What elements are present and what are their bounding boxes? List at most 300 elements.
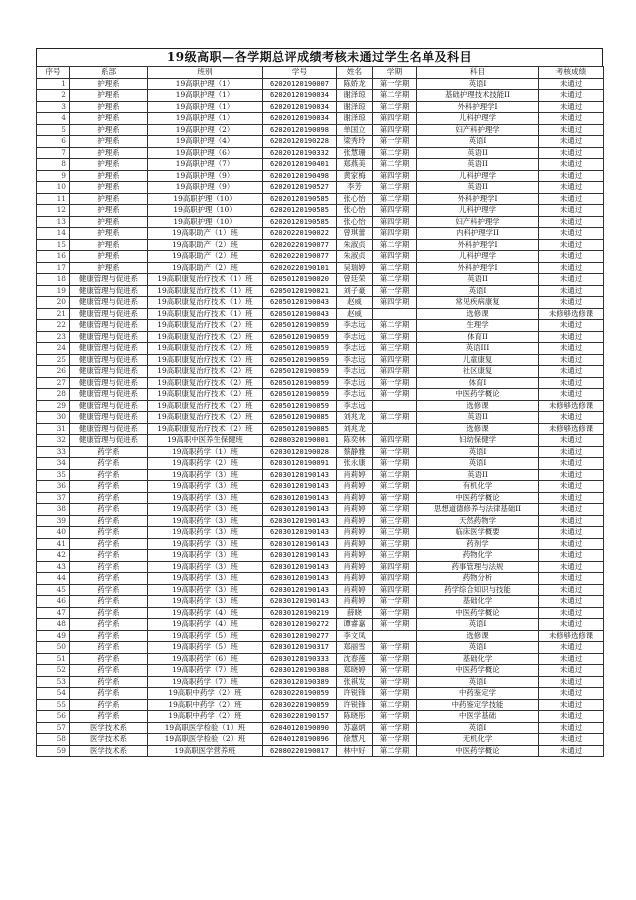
row-student-id: 62030120190143: [263, 550, 337, 562]
row-seq: 18: [37, 274, 70, 286]
row-student-id: 62050120190059: [263, 377, 337, 389]
row-semester: 第四学期: [373, 354, 417, 366]
row-seq: 50: [37, 642, 70, 654]
row-seq: 48: [37, 619, 70, 631]
row-student-id: 62080220190017: [263, 745, 337, 757]
row-class: 19高职药学（1）班: [148, 446, 263, 458]
row-semester: 第四学期: [373, 561, 417, 573]
table-row: [37, 458, 604, 470]
row-semester: 第二学期: [373, 182, 417, 194]
row-seq: 49: [37, 630, 70, 642]
row-class: 19高职康复治疗技术（2）班: [148, 377, 263, 389]
table-row: [37, 538, 604, 550]
row-student-id: 62020120190585: [263, 205, 337, 217]
row-semester: [373, 400, 417, 412]
table-row: [37, 504, 604, 516]
row-department: 药学系: [70, 584, 148, 596]
row-seq: 21: [37, 308, 70, 320]
row-department: 健康管理与促进系: [70, 366, 148, 378]
table-row: [37, 251, 604, 263]
row-semester: 第四学期: [373, 297, 417, 309]
header-name: 姓名: [337, 67, 373, 79]
row-student-id: 62030220190059: [263, 688, 337, 700]
table-row: [37, 136, 604, 148]
table-row: [37, 642, 604, 654]
table-row: [37, 366, 604, 378]
row-class: 19高职康复治疗技术（2）班: [148, 320, 263, 332]
row-student-id: 62050120190059: [263, 366, 337, 378]
table-row: [37, 722, 604, 734]
row-department: 药学系: [70, 665, 148, 677]
row-name: 谢泽琼: [337, 90, 373, 102]
table-row: [37, 308, 604, 320]
row-class: 19高职护理（9）: [148, 170, 263, 182]
row-department: 健康管理与促进系: [70, 343, 148, 355]
row-name: 肖莉婷: [337, 469, 373, 481]
row-name: 刘兆龙: [337, 423, 373, 435]
row-semester: 第三学期: [373, 343, 417, 355]
header-semester: 学期: [373, 67, 417, 79]
row-department: 药学系: [70, 573, 148, 585]
row-subject: 妇产科护理学: [417, 124, 539, 136]
row-seq: 47: [37, 607, 70, 619]
row-semester: 第三学期: [373, 538, 417, 550]
row-subject: 英语I: [417, 619, 539, 631]
row-name: 肖莉婷: [337, 584, 373, 596]
table-row: [37, 159, 604, 171]
row-name: 郑燕美: [337, 159, 373, 171]
row-student-id: 62050120190059: [263, 331, 337, 343]
row-department: 健康管理与促进系: [70, 308, 148, 320]
row-subject: 英语II: [417, 412, 539, 424]
row-department: 药学系: [70, 653, 148, 665]
row-semester: [373, 308, 417, 320]
row-seq: 26: [37, 366, 70, 378]
row-name: 李志远: [337, 366, 373, 378]
row-seq: 51: [37, 653, 70, 665]
row-student-id: 62050120190059: [263, 343, 337, 355]
row-department: 健康管理与促进系: [70, 423, 148, 435]
row-seq: 34: [37, 458, 70, 470]
row-seq: 31: [37, 423, 70, 435]
table-row: [37, 205, 604, 217]
row-department: 护理系: [70, 239, 148, 251]
row-result: 未通过: [539, 78, 604, 90]
table-row: [37, 239, 604, 251]
row-seq: 8: [37, 159, 70, 171]
row-seq: 56: [37, 711, 70, 723]
row-seq: 42: [37, 550, 70, 562]
row-name: 李志远: [337, 343, 373, 355]
row-class: 19高职康复治疗技术（2）班: [148, 366, 263, 378]
header-class: 班别: [148, 67, 263, 79]
row-seq: 40: [37, 527, 70, 539]
row-semester: 第二学期: [373, 193, 417, 205]
row-student-id: 62020120190034: [263, 113, 337, 125]
row-student-id: 62020120190527: [263, 182, 337, 194]
row-seq: 2: [37, 90, 70, 102]
row-subject: 儿科护理学: [417, 205, 539, 217]
row-name: 单国立: [337, 124, 373, 136]
table-row: [37, 343, 604, 355]
row-name: 陈奕林: [337, 435, 373, 447]
row-semester: 第一学期: [373, 711, 417, 723]
row-student-id: 62030120190143: [263, 596, 337, 608]
row-subject: 英语II: [417, 147, 539, 159]
row-student-id: 62020120190228: [263, 136, 337, 148]
row-semester: 第二学期: [373, 274, 417, 286]
row-seq: 1: [37, 78, 70, 90]
row-department: 药学系: [70, 527, 148, 539]
row-department: 健康管理与促进系: [70, 320, 148, 332]
row-semester: 第二学期: [373, 481, 417, 493]
row-class: 19高职药学（5）班: [148, 630, 263, 642]
row-class: 19高职护理（1）: [148, 113, 263, 125]
row-result: 未通过: [539, 446, 604, 458]
row-name: 李志远: [337, 331, 373, 343]
table-row: [37, 400, 604, 412]
row-subject: 英语I: [417, 676, 539, 688]
row-department: 药学系: [70, 504, 148, 516]
row-name: 许锐锋: [337, 688, 373, 700]
row-student-id: 62020120190007: [263, 78, 337, 90]
row-student-id: 62030120190143: [263, 504, 337, 516]
row-student-id: 62030120190143: [263, 584, 337, 596]
row-semester: 第四学期: [373, 216, 417, 228]
row-department: 护理系: [70, 136, 148, 148]
row-result: 未通过: [539, 274, 604, 286]
row-result: 未通过: [539, 745, 604, 757]
row-department: 药学系: [70, 550, 148, 562]
row-result: 未通过: [539, 699, 604, 711]
row-class: 19高职中医养生保健班: [148, 435, 263, 447]
table-row: [37, 262, 604, 274]
row-result: 未通过: [539, 573, 604, 585]
failed-students-table: [36, 66, 604, 757]
row-seq: 29: [37, 400, 70, 412]
row-result: 未通过: [539, 492, 604, 504]
row-result: 未通过: [539, 389, 604, 401]
row-seq: 57: [37, 722, 70, 734]
row-class: 19高职药学（3）班: [148, 481, 263, 493]
row-result: 未修够选修课: [539, 400, 604, 412]
row-semester: 第一学期: [373, 642, 417, 654]
row-student-id: 62050120190043: [263, 297, 337, 309]
row-class: 19高职药学（3）班: [148, 550, 263, 562]
header-result: 考核成绩: [539, 67, 604, 79]
row-student-id: 62030120190143: [263, 492, 337, 504]
row-subject: 临床医学概要: [417, 527, 539, 539]
row-semester: 第一学期: [373, 722, 417, 734]
row-subject: 药事管理与法规: [417, 561, 539, 573]
row-department: 护理系: [70, 216, 148, 228]
row-seq: 53: [37, 676, 70, 688]
row-class: 19高职护理（6）: [148, 147, 263, 159]
table-row: [37, 170, 604, 182]
row-class: 19高职药学（3）班: [148, 515, 263, 527]
table-row: [37, 676, 604, 688]
row-result: 未通过: [539, 538, 604, 550]
table-row: [37, 320, 604, 332]
row-name: 肖莉婷: [337, 573, 373, 585]
row-result: 未通过: [539, 205, 604, 217]
row-result: 未通过: [539, 607, 604, 619]
row-student-id: 62030120190272: [263, 619, 337, 631]
table-row: [37, 734, 604, 746]
row-seq: 20: [37, 297, 70, 309]
row-seq: 12: [37, 205, 70, 217]
row-result: 未通过: [539, 619, 604, 631]
row-student-id: 62020120190034: [263, 101, 337, 113]
row-subject: 选修课: [417, 400, 539, 412]
table-row: [37, 492, 604, 504]
row-name: 薛晓: [337, 607, 373, 619]
row-class: 19高职助产（2）班: [148, 262, 263, 274]
row-name: 肖莉婷: [337, 481, 373, 493]
row-semester: 第二学期: [373, 147, 417, 159]
table-row: [37, 435, 604, 447]
row-student-id: 62080320190001: [263, 435, 337, 447]
row-seq: 13: [37, 216, 70, 228]
row-department: 护理系: [70, 124, 148, 136]
row-name: 肖莉婷: [337, 561, 373, 573]
row-result: 未通过: [539, 435, 604, 447]
row-name: 肖莉婷: [337, 596, 373, 608]
row-student-id: 62020120190098: [263, 124, 337, 136]
row-class: 19高职药学（4）班: [148, 619, 263, 631]
row-student-id: 62030120190333: [263, 653, 337, 665]
row-semester: 第四学期: [373, 113, 417, 125]
row-class: 19高职药学（7）班: [148, 665, 263, 677]
row-department: 药学系: [70, 676, 148, 688]
row-name: 张心怡: [337, 205, 373, 217]
row-student-id: 62020120190498: [263, 170, 337, 182]
row-name: 刘子豪: [337, 285, 373, 297]
row-result: 未修够选修课: [539, 630, 604, 642]
row-result: 未通过: [539, 285, 604, 297]
row-result: 未修够选修课: [539, 308, 604, 320]
table-row: [37, 630, 604, 642]
row-subject: 药剂学: [417, 538, 539, 550]
row-name: 郑晓婷: [337, 665, 373, 677]
row-subject: 儿科护理学: [417, 170, 539, 182]
row-semester: 第一学期: [373, 665, 417, 677]
row-name: 张祺发: [337, 676, 373, 688]
row-seq: 16: [37, 251, 70, 263]
row-seq: 41: [37, 538, 70, 550]
row-seq: 28: [37, 389, 70, 401]
row-class: 19高职康复治疗技术（2）班: [148, 412, 263, 424]
row-seq: 7: [37, 147, 70, 159]
row-class: 19高职护理（10）: [148, 205, 263, 217]
row-name: 李文凤: [337, 630, 373, 642]
row-semester: 第四学期: [373, 435, 417, 447]
row-student-id: 62030120190388: [263, 665, 337, 677]
row-department: 护理系: [70, 228, 148, 240]
row-department: 护理系: [70, 251, 148, 263]
row-result: 未通过: [539, 90, 604, 102]
row-class: 19高职助产（2）班: [148, 251, 263, 263]
table-row: [37, 216, 604, 228]
row-result: 未通过: [539, 527, 604, 539]
table-row: [37, 607, 604, 619]
row-seq: 55: [37, 699, 70, 711]
row-result: 未通过: [539, 297, 604, 309]
row-result: 未通过: [539, 354, 604, 366]
row-subject: 中医药学概论: [417, 745, 539, 757]
header-seq: 序号: [37, 67, 70, 79]
row-student-id: 62030220190059: [263, 699, 337, 711]
row-name: 陈晓彤: [337, 711, 373, 723]
row-department: 健康管理与促进系: [70, 331, 148, 343]
row-class: 19高职药学（3）班: [148, 584, 263, 596]
row-seq: 24: [37, 343, 70, 355]
row-result: 未修够选修课: [539, 423, 604, 435]
row-class: 19高职医学检验（1）班: [148, 722, 263, 734]
row-semester: 第四学期: [373, 228, 417, 240]
row-semester: 第三学期: [373, 515, 417, 527]
row-department: 药学系: [70, 688, 148, 700]
row-subject: 体育II: [417, 331, 539, 343]
row-subject: 英语II: [417, 182, 539, 194]
row-result: 未通过: [539, 676, 604, 688]
row-student-id: 62050120190059: [263, 354, 337, 366]
row-result: 未通过: [539, 159, 604, 171]
row-semester: 第二学期: [373, 262, 417, 274]
row-semester: 第一学期: [373, 78, 417, 90]
row-semester: 第一学期: [373, 676, 417, 688]
row-student-id: 62020120190332: [263, 147, 337, 159]
row-subject: 常见疾病康复: [417, 297, 539, 309]
row-result: 未通过: [539, 101, 604, 113]
row-department: 药学系: [70, 699, 148, 711]
row-result: 未通过: [539, 711, 604, 723]
row-result: 未通过: [539, 251, 604, 263]
row-name: 李志远: [337, 400, 373, 412]
row-seq: 23: [37, 331, 70, 343]
row-result: 未通过: [539, 561, 604, 573]
table-row: [37, 377, 604, 389]
table-row: [37, 285, 604, 297]
row-name: 陈娇龙: [337, 78, 373, 90]
table-row: [37, 389, 604, 401]
row-result: 未通过: [539, 182, 604, 194]
row-result: 未通过: [539, 550, 604, 562]
table-row: [37, 90, 604, 102]
row-subject: 英语I: [417, 78, 539, 90]
row-subject: 无机化学: [417, 734, 539, 746]
row-department: 药学系: [70, 446, 148, 458]
row-student-id: 62050120190059: [263, 400, 337, 412]
row-name: 张心怡: [337, 193, 373, 205]
row-subject: 药学综合知识与技能: [417, 584, 539, 596]
row-name: 黄家梅: [337, 170, 373, 182]
row-subject: 天然药物学: [417, 515, 539, 527]
row-semester: 第二学期: [373, 239, 417, 251]
row-department: 健康管理与促进系: [70, 389, 148, 401]
row-semester: 第一学期: [373, 136, 417, 148]
row-semester: 第四学期: [373, 584, 417, 596]
row-semester: 第一学期: [373, 688, 417, 700]
row-subject: 有机化学: [417, 481, 539, 493]
table-header-row: [37, 67, 604, 79]
table-row: [37, 297, 604, 309]
row-subject: 英语I: [417, 446, 539, 458]
row-department: 药学系: [70, 561, 148, 573]
row-semester: 第二学期: [373, 504, 417, 516]
row-seq: 22: [37, 320, 70, 332]
row-department: 药学系: [70, 630, 148, 642]
row-department: 药学系: [70, 607, 148, 619]
table-row: [37, 561, 604, 573]
row-department: 健康管理与促进系: [70, 435, 148, 447]
row-subject: 英语II: [417, 469, 539, 481]
row-class: 19高职护理（7）: [148, 159, 263, 171]
row-semester: 第一学期: [373, 607, 417, 619]
row-semester: 第二学期: [373, 331, 417, 343]
row-name: 肖莉婷: [337, 504, 373, 516]
row-department: 护理系: [70, 182, 148, 194]
row-student-id: 62050120190059: [263, 389, 337, 401]
row-subject: 外科护理学I: [417, 262, 539, 274]
row-result: 未通过: [539, 136, 604, 148]
row-class: 19高职医学营养班: [148, 745, 263, 757]
row-result: 未通过: [539, 412, 604, 424]
row-result: 未通过: [539, 688, 604, 700]
row-seq: 17: [37, 262, 70, 274]
row-subject: 英语III: [417, 343, 539, 355]
row-class: 19高职康复治疗技术（2）班: [148, 389, 263, 401]
table-row: [37, 101, 604, 113]
row-name: 沈春莲: [337, 653, 373, 665]
row-department: 护理系: [70, 113, 148, 125]
row-class: 19高职康复治疗技术（1）班: [148, 297, 263, 309]
row-name: 张心怡: [337, 216, 373, 228]
row-name: 郑丽雪: [337, 642, 373, 654]
row-class: 19高职康复治疗技术（2）班: [148, 331, 263, 343]
row-semester: 第二学期: [373, 699, 417, 711]
row-subject: 儿童康复: [417, 354, 539, 366]
row-class: 19高职护理（4）: [148, 136, 263, 148]
row-seq: 30: [37, 412, 70, 424]
table-row: [37, 354, 604, 366]
row-semester: 第三学期: [373, 550, 417, 562]
row-semester: 第四学期: [373, 573, 417, 585]
row-semester: 第四学期: [373, 366, 417, 378]
row-seq: 35: [37, 469, 70, 481]
table-row: [37, 745, 604, 757]
table-row: [37, 228, 604, 240]
row-result: 未通过: [539, 366, 604, 378]
row-seq: 3: [37, 101, 70, 113]
row-subject: 选修课: [417, 423, 539, 435]
row-result: 未通过: [539, 331, 604, 343]
row-subject: 中医药学概论: [417, 389, 539, 401]
table-row: [37, 619, 604, 631]
row-department: 护理系: [70, 90, 148, 102]
row-name: 肖莉婷: [337, 492, 373, 504]
row-result: 未通过: [539, 320, 604, 332]
row-seq: 36: [37, 481, 70, 493]
row-semester: 第一学期: [373, 389, 417, 401]
row-semester: 第四学期: [373, 124, 417, 136]
row-name: 赵威: [337, 297, 373, 309]
row-department: 药学系: [70, 711, 148, 723]
row-semester: 第一学期: [373, 596, 417, 608]
row-class: 19高职中药学（2）班: [148, 688, 263, 700]
row-class: 19高职护理（1）: [148, 90, 263, 102]
row-seq: 4: [37, 113, 70, 125]
